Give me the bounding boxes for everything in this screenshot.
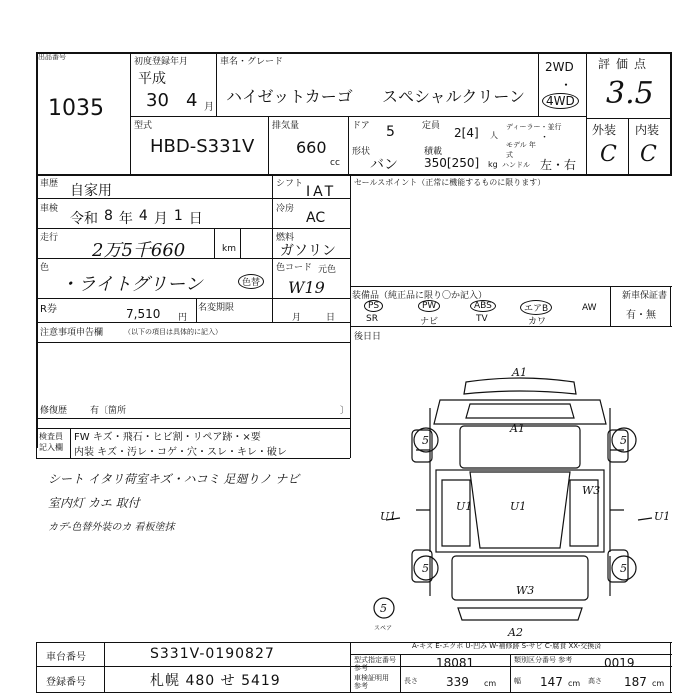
mark-u1-outer-right: U1: [654, 510, 670, 523]
after-label: 後日日: [354, 332, 382, 342]
mark-u1-outer-left: U1: [380, 510, 397, 523]
dealer-label: ディーラー・並行: [506, 123, 562, 131]
length-unit: cm: [484, 679, 497, 688]
header-label: 出品番号: [38, 53, 66, 61]
mark-5-rr: 5: [620, 562, 627, 575]
inspection-label: 車検: [40, 204, 59, 214]
recycle-note-day: 日: [326, 313, 336, 323]
repair-label: 修復歴: [40, 406, 68, 416]
mileage-unit: km: [222, 244, 236, 254]
mark-w3-right: W3: [582, 484, 601, 497]
mark-5-rl: 5: [422, 562, 429, 575]
equipment-aw: AW: [582, 303, 597, 313]
load-value: 350[250]: [424, 156, 480, 170]
dealer-value: ・: [540, 133, 550, 143]
interior-label: 内装: [635, 123, 660, 137]
recycle-note-month: 月: [292, 313, 302, 323]
mileage-value: 2万5千660: [92, 240, 186, 261]
equip-navi: ナビ: [420, 317, 439, 327]
mark-5-spare: 5: [380, 602, 387, 615]
registration-month: 4: [186, 90, 198, 111]
notes-sub: （以下の項目は具体的に記入）: [124, 328, 222, 336]
score-value: 3.5: [606, 76, 654, 111]
displacement-value: 660: [296, 138, 327, 157]
inspector-line-1: FW キズ・飛石・ヒビ割・リペア跡・×要: [74, 432, 261, 443]
equipment-label: 装備品（純正品に限り〇か記入）: [352, 291, 488, 301]
color-change: 色替: [238, 274, 264, 289]
history-value: 自家用: [70, 183, 112, 199]
mark-u1-left: U1: [456, 500, 473, 513]
inspection-year: 8: [104, 208, 113, 224]
height-value: 187: [624, 675, 647, 689]
body-value: バン: [370, 157, 398, 173]
category-value: 0019: [604, 656, 635, 670]
height-unit: cm: [652, 679, 665, 688]
car-diagram: [370, 360, 670, 640]
repair-close: 〕: [340, 406, 350, 416]
spare-label: スペア: [374, 625, 393, 632]
color-label: 色: [40, 263, 50, 273]
recycle-unit: 円: [178, 313, 188, 323]
handle-label: ハンドル: [502, 161, 530, 169]
length-label: 長さ: [404, 677, 418, 685]
equip-abs: ABS: [470, 300, 496, 312]
width-label: 幅: [514, 677, 521, 685]
shift-label: シフト: [276, 179, 304, 189]
ac-value: AC: [306, 210, 326, 226]
mark-a1-top: A1: [512, 366, 527, 379]
ac-label: 冷房: [276, 204, 295, 214]
width-unit: cm: [568, 679, 581, 688]
load-unit: kg: [488, 160, 498, 169]
color-value: ・ライトグリーン: [60, 274, 203, 295]
registration-era: 平成: [138, 71, 166, 87]
car-name-label: 車名・グレード: [220, 57, 284, 67]
equip-sr: SR: [366, 314, 378, 324]
mileage-label: 走行: [40, 233, 59, 243]
registration-month-unit: 月: [204, 102, 214, 113]
doors-label: ドア: [352, 121, 370, 131]
plate-label: 登録番号: [46, 677, 86, 688]
fuel-value: ガソリン: [280, 243, 336, 259]
displacement-unit: cc: [330, 158, 340, 168]
handwritten-note-3: カデ-色替外装のカ 看板塗抹: [48, 522, 175, 533]
mark-a2-bottom: A2: [508, 626, 523, 639]
mark-w3-rear: W3: [516, 584, 535, 597]
color-code-value: W19: [288, 278, 325, 297]
color-code-label: 色コード: [276, 263, 313, 273]
chassis-value: S331V-0190827: [150, 646, 275, 662]
body-label: 形状: [352, 147, 371, 157]
notes-label: 注意事項申告欄: [40, 328, 104, 338]
handwritten-note-2: 室内灯 カエ 取付: [48, 496, 140, 510]
inspector-label-1: 検査員: [39, 432, 63, 441]
inspection-month: 4: [138, 208, 148, 224]
color-code-original: 元色: [318, 265, 337, 275]
vin-ref-label: 車検証明用 参考: [354, 674, 389, 690]
mark-5-fr: 5: [620, 434, 627, 447]
fuel-label: 燃料: [276, 233, 295, 243]
inspection-day-unit: 日: [188, 211, 203, 227]
shift-value: IAT: [306, 184, 337, 200]
inspector-label-2: 記入欄: [39, 443, 63, 452]
exterior-label: 外装: [592, 123, 617, 137]
score-label: 評価点: [598, 57, 653, 71]
recycle-note-label: 名変期限: [198, 303, 235, 313]
equip-tv: TV: [476, 314, 488, 324]
type-designation-label: 型式指定番号 参考: [354, 656, 396, 672]
model-label: 型式: [134, 121, 153, 131]
length-value: 339: [446, 675, 469, 689]
capacity-value: 2[4]: [454, 126, 479, 140]
capacity-label: 定員: [422, 121, 441, 131]
load-label: 積載: [424, 147, 443, 157]
history-label: 車歴: [40, 179, 59, 189]
inspection-month-unit: 月: [153, 211, 168, 227]
equip-airbag: エアB: [520, 300, 552, 315]
drive-2wd: 2WD: [545, 60, 574, 74]
warranty-label: 新車保証書: [622, 291, 668, 301]
handle-value: 左・右: [540, 158, 577, 172]
model-year-label: モデル 年式: [506, 141, 536, 159]
type-designation-value: 18081: [436, 656, 475, 670]
warranty-value: 有・無: [626, 310, 656, 321]
sales-point-label: セールスポイント（正常に機能するものに限ります）: [354, 178, 546, 187]
car-grade: スペシャルクリーン: [382, 87, 526, 106]
lot-number: 1035: [48, 96, 104, 121]
recycle-value: 7,510: [126, 307, 161, 321]
mark-a1-roof: A1: [510, 422, 525, 435]
category-label: 類別区分番号 参考: [514, 656, 573, 664]
equip-pw: PW: [418, 300, 440, 312]
car-name: ハイゼットカーゴ: [226, 87, 353, 106]
handwritten-note-1: シート イタリ荷室キズ・ハコミ 足廻りノ ナビ: [48, 472, 300, 486]
doors-value: 5: [386, 124, 395, 140]
model-value: HBD-S331V: [150, 136, 255, 157]
interior-grade: C: [640, 142, 657, 167]
registration-label: 初度登録年月: [134, 57, 189, 67]
drive-dot: ・: [560, 78, 573, 92]
recycle-label: R券: [40, 304, 57, 315]
inspection-day: 1: [173, 208, 183, 224]
capacity-unit: 人: [490, 131, 498, 140]
chassis-label: 車台番号: [46, 652, 86, 663]
mark-u1-floor: U1: [510, 500, 527, 513]
mark-5-fl: 5: [422, 434, 429, 447]
exterior-grade: C: [600, 142, 617, 167]
height-label: 高さ: [588, 677, 602, 685]
damage-legend: A-キズ E-エクボ U-凹み W-補修跡 S-サビ C-腐食 XX-交換済: [412, 642, 602, 650]
equip-ps: PS: [364, 300, 383, 312]
displacement-label: 排気量: [272, 121, 300, 131]
inspector-line-2: 内装 キズ・汚レ・コゲ・穴・スレ・キレ・破レ: [74, 447, 287, 458]
inspection-year-unit: 年: [118, 211, 133, 227]
width-value: 147: [540, 675, 563, 689]
registration-year: 30: [146, 90, 169, 111]
inspection-era: 令和: [70, 211, 98, 227]
drive-4wd: 4WD: [542, 93, 579, 109]
plate-value: 札幌 480 せ 5419: [150, 673, 281, 689]
repair-value: 有〔箇所: [90, 406, 127, 416]
equip-leather: カワ: [528, 317, 547, 327]
